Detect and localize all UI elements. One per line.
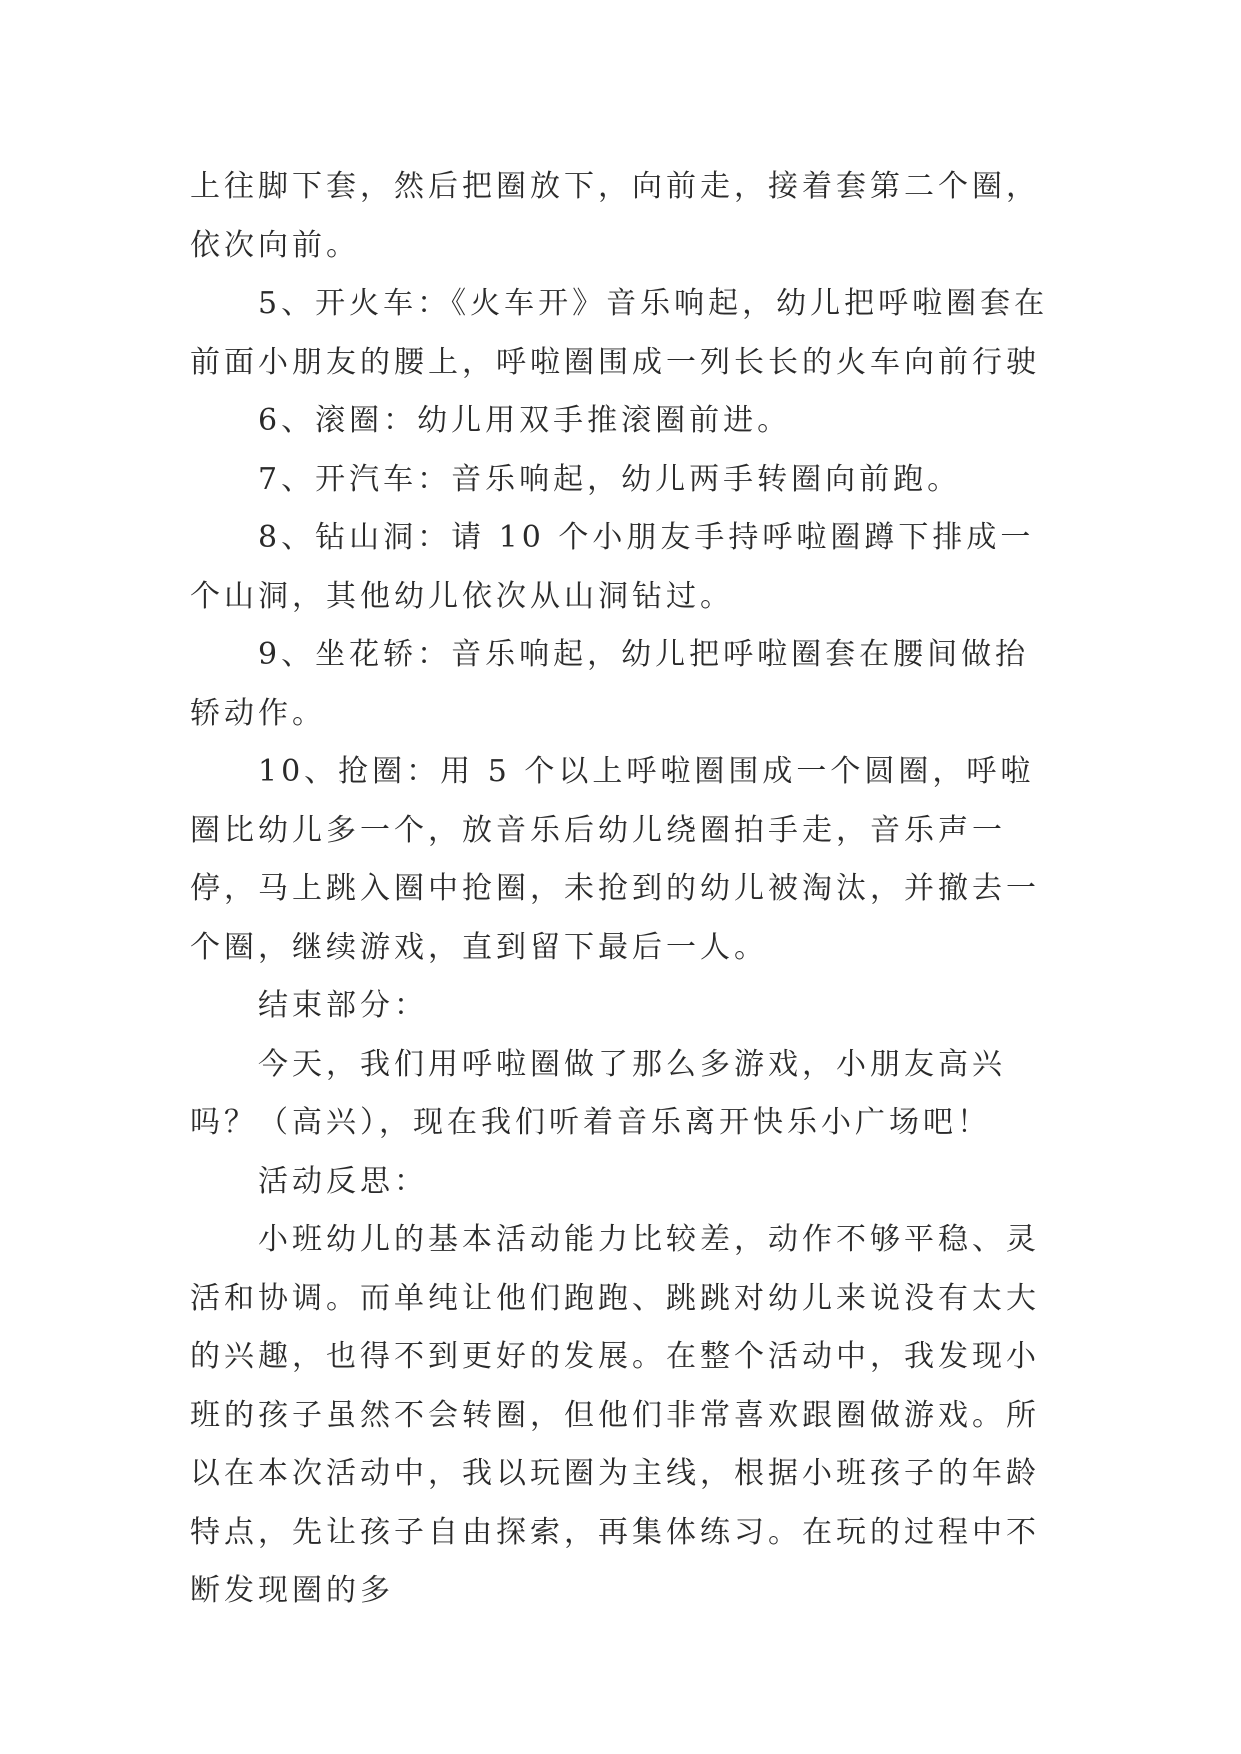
document-body [190,158,1060,1621]
paragraph-item-6-roll: 6、滚圈：幼儿用双手推滚圈前进。 [258,403,792,438]
paragraph-hoop-step: 上往脚下套，然后把圈放下，向前走，接着套第二个圈，依次向前。 [190,169,1040,263]
paragraph-item-9-sedan: 9、坐花轿：音乐响起，幼儿把呼啦圈套在腰间做抬轿动作。 [190,637,1030,731]
paragraph-item-5-train: 5、开火车：《火车开》音乐响起，幼儿把呼啦圈套在前面小朋友的腰上，呼啦圈围成一列长长的火车向前行驶 [190,286,1049,380]
paragraph-item-10-grab: 10、抢圈：用 5 个以上呼啦圈围成一个圆圈，呼啦圈比幼儿多一个，放音乐后幼儿绕圈拍手走，音乐声一停，马上跳入圈中抢圈，未抢到的幼儿被淘汰，并撤去一个圈，继续游戏，直到留下最后一人。 [190,754,1040,965]
section-heading-ending: 结束部分： [258,988,428,1023]
paragraph-reflection: 小班幼儿的基本活动能力比较差，动作不够平稳、灵活和协调。而单纯让他们跑跑、跳跳对幼儿来说没有太大的兴趣，也得不到更好的发展。在整个活动中，我发现小班的孩子虽然不会转圈，但他们非常喜欢跟圈做游戏。所以在本次活动中，我以玩圈为主线，根据小班孩子的年龄特点，先让孩子自由探索，再集体练习。在玩的过程中不断发现圈的多 [190,1222,1040,1608]
paragraph-item-7-car: 7、开汽车：音乐响起，幼儿两手转圈向前跑。 [258,461,962,497]
paragraph-item-8-tunnel: 8、钻山洞：请 10 个小朋友手持呼啦圈蹲下排成一个山洞，其他幼儿依次从山洞钻过。 [190,520,1035,614]
section-heading-reflection: 活动反思： [258,1163,428,1199]
paragraph-ending: 今天，我们用呼啦圈做了那么多游戏，小朋友高兴吗？（高兴），现在我们听着音乐离开快乐小广场吧！ [190,1046,1006,1140]
